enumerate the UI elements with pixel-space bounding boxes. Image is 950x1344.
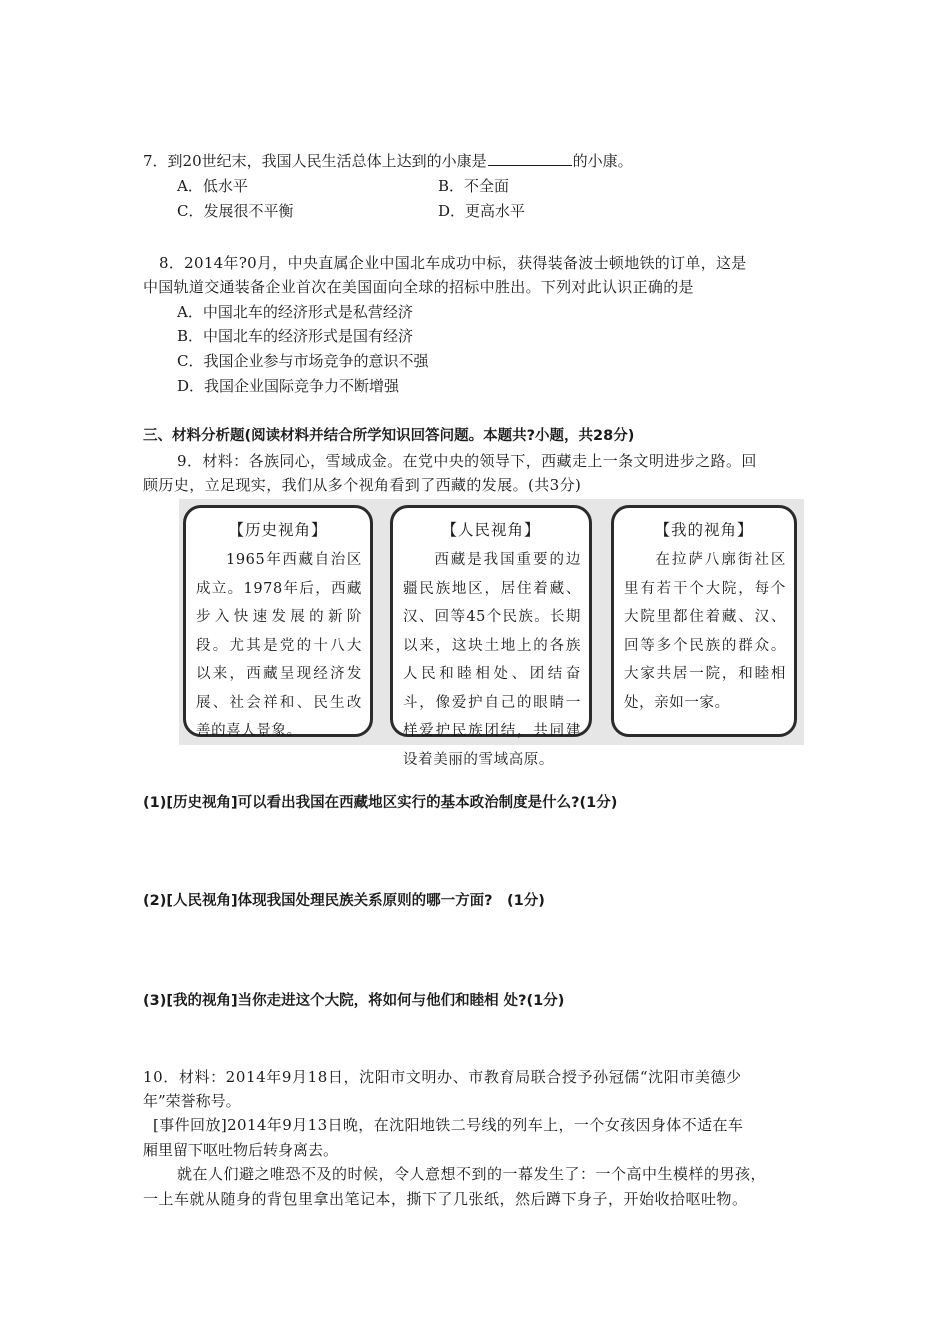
q7-option-b: B．不全面 [438,177,510,195]
q8-option-a: A．中国北车的经济形式是私营经济 [177,303,413,321]
q7-option-c: C．发展很不平衡 [177,202,294,220]
panel-history-title: 【历史视角】 [228,521,328,539]
panel-people-perspective [390,505,592,768]
q9-sub-question-1: (1)[历史视角]可以看出我国在西藏地区实行的基本政治制度是什么?(1分) [143,795,618,811]
panel-my-perspective [611,505,797,737]
q9-sub-question-3: (3)[我的视角]当你走进这个大院，将如何与他们和睦相 处?(1分) [143,993,565,1009]
q9-sub-question-2: (2)[人民视角]体现我国处理民族关系原则的哪一方面? (1分) [143,893,545,909]
q7-answer-blank [488,151,572,166]
panel-my-text: 在拉萨八廓街社区里有若干个大院，每个大院里都住着藏、汉、回等多个民族的群众。大家共居一院，和睦相处，亲如一家。 [624,552,786,711]
section3-title: 三、材料分析题(阅读材料并结合所学知识回答问题。本题共?小题，共28分) [143,428,635,444]
panel-history-text: 1965年西藏自治区成立。1978年后，西藏步入快速发展的新阶段。尤其是党的十八大以来，西藏呈现经济发展、社会祥和、民生改善的喜人景象。 [196,552,362,739]
q10-material-line2: 年”荣誉称号。 [143,1092,241,1110]
q7-stem-before: 7．到20世纪末，我国人民生活总体上达到的小康是 [143,152,487,170]
q8-stem-line2: 中国轨道交通装备企业首次在美国面向全球的招标中胜出。下列对此认识正确的是 [143,278,694,296]
panel-people-title: 【人民视角】 [441,521,541,539]
q7-stem-after: 的小康。 [572,152,633,170]
q7-stem [143,151,633,171]
q10-narrative-line2: 一上车就从随身的背包里拿出笔记本，撕下了几张纸，然后蹲下身子，开始收拾呕吐物。 [143,1190,748,1208]
panel-history-perspective [183,505,373,737]
q8-option-c: C．我国企业参与市场竞争的意识不强 [177,352,429,370]
q9-material-line1: 9．材料：各族同心，雪域成金。在党中央的领导下，西藏走上一条文明进步之路。回 [177,452,757,470]
q10-event-replay-line2: 厢里留下呕吐物后转身离去。 [143,1141,339,1159]
q9-material-figure [179,499,804,768]
q8-option-b: B．中国北车的经济形式是国有经济 [177,327,414,345]
q10-event-replay-line1: [事件回放]2014年9月13日晚，在沈阳地铁二号线的列车上，一个女孩因身体不适在车 [153,1116,744,1134]
q7-option-a: A．低水平 [177,177,248,195]
q7-option-d: D．更高水平 [438,202,526,220]
panel-people-text: 西藏是我国重要的边疆民族地区，居住着藏、汉、回等45个民族。长期以来，这块土地上的各族人民和睦相处、团结奋斗，像爱护自己的眼睛一样爱护民族团结，共同建设着美丽的雪域高原。 [403,552,581,768]
q8-option-d: D．我国企业国际竞争力不断增强 [177,377,400,395]
q8-stem-line1: 8．2014年?0月，中央直属企业中国北车成功中标，获得装备波士顿地铁的订单，这是 [159,254,747,272]
panel-my-title: 【我的视角】 [654,521,754,539]
q9-material-line2: 顾历史，立足现实，我们从多个视角看到了西藏的发展。(共3分) [143,476,582,494]
q10-narrative-line1: 就在人们避之唯恐不及的时候，令人意想不到的一幕发生了：一个高中生模样的男孩， [177,1165,767,1183]
q10-material-line1: 10．材料：2014年9月18日，沈阳市文明办、市教育局联合授予孙冠儒“沈阳市美德少 [143,1068,742,1086]
